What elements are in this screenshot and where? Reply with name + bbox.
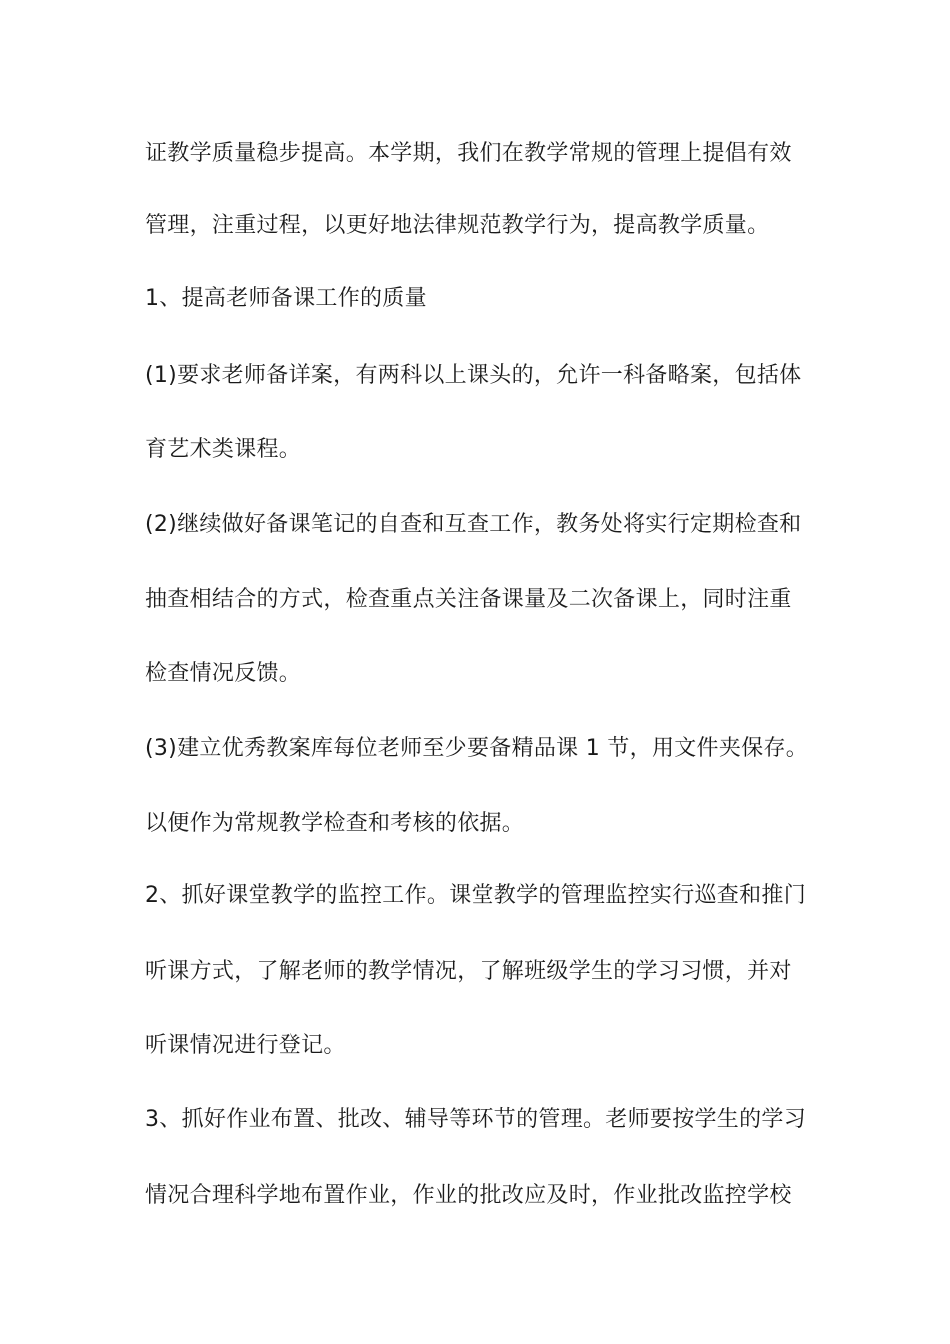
text-line-6: (2)继续做好备课笔记的自查和互查工作，教务处将实行定期检查和	[145, 512, 802, 537]
text-line-13: 听课情况进行登记。	[145, 1033, 346, 1058]
text-line-7: 抽查相结合的方式，检查重点关注备课量及二次备课上，同时注重	[145, 587, 792, 612]
text-line-15: 情况合理科学地布置作业，作业的批改应及时，作业批改监控学校	[145, 1183, 792, 1208]
text-line-9: (3)建立优秀教案库每位老师至少要备精品课 1 节，用文件夹保存。	[145, 736, 809, 761]
text-line-1: 证教学质量稳步提高。本学期，我们在教学常规的管理上提倡有效	[145, 141, 792, 166]
section-heading-2: 2、抓好课堂教学的监控工作。课堂教学的管理监控实行巡查和推门	[145, 883, 806, 908]
text-line-10: 以便作为常规教学检查和考核的依据。	[145, 811, 525, 836]
text-line-5: 育艺术类课程。	[145, 437, 302, 462]
section-heading-3: 3、抓好作业布置、批改、辅导等环节的管理。老师要按学生的学习	[145, 1107, 806, 1132]
text-line-12: 听课方式，了解老师的教学情况，了解班级学生的学习习惯，并对	[145, 959, 792, 984]
text-line-8: 检查情况反馈。	[145, 661, 302, 686]
section-heading-1: 1、提高老师备课工作的质量	[145, 286, 427, 311]
text-line-2: 管理，注重过程，以更好地法律规范教学行为，提高教学质量。	[145, 213, 770, 238]
text-line-4: (1)要求老师备详案，有两科以上课头的，允许一科备略案，包括体	[145, 363, 802, 388]
